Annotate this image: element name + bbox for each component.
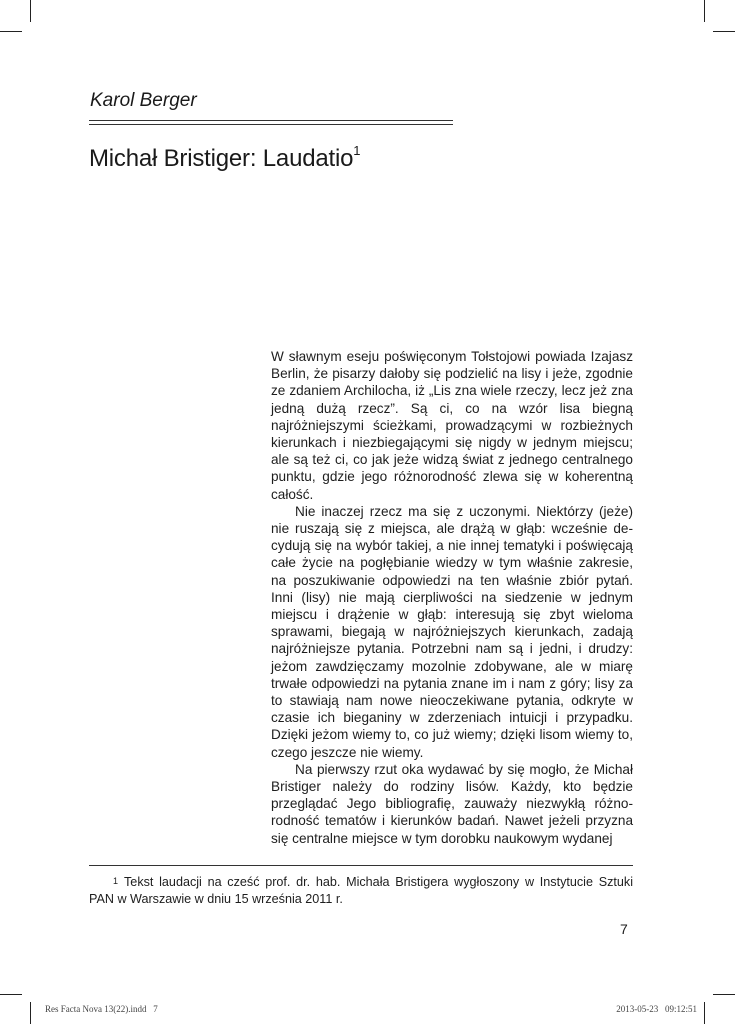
crop-mark-top-right-v — [704, 0, 705, 22]
paragraph-2: Nie inaczej rzecz ma się z uczonymi. Niektórzy (jeże) nie ruszają się z miejsca, ale drążą w głąb: wcześnie decydują się na wybór takiej, a nie innej tematyki i poświęcają całe życie na pogłębianie wiedzy w tym właśnie zakresie, na poszukiwanie odpowiedzi na ten właśnie zbiór pytań. Inni (lisy) nie mają cierpliwości na siedzenie w jednym miejscu i drążenie w głąb: interesują się zbyt wieloma sprawami, biegają w najróżniejszych kierunkach, zadają najróżniejsze pytania. Potrzebni nam są i jedni, i drudzy: jeżom zawdzięczamy mozolnie zdobywane, ale w miarę trwałe odpowiedzi na pytania znane im i nam z góry; lisy za to stawiają nam nowe nieoczekiwane pytania, odkryte w czasie ich bieganiny w zderzeniach intuicji i przypadku. Dzięki jeżom wiemy to, co już wiemy; dzięki lisom wiemy to, czego jeszcze nie wiemy. — [271, 503, 633, 760]
page-number: 7 — [620, 921, 628, 937]
footnote-text: Tekst laudacji na cześć prof. dr. hab. Michała Bristigera wygłoszony w Instytucie Sztuki PAN w Warszawie w dniu 15 września 2011 r. — [89, 875, 633, 906]
author-name: Karol Berger — [90, 90, 197, 111]
crop-mark-bottom-right-h — [713, 994, 735, 995]
footnote — [89, 874, 633, 908]
crop-mark-top-left-h — [0, 31, 22, 32]
paragraph-1: W sławnym eseju poświęconym Tołstojowi powiada Izajasz Berlin, że pisarzy dałoby się podzielić na lisy i jeże, zgodnie ze zdaniem Archilocha, iż „Lis zna wiele rzeczy, lecz jeż zna jedną dużą rzecz”. Są ci, co na wzór lisa biegną najróżniejszymi ścieżkami, prowadzącymi w rozbieżnych kierunkach i niezbiegającymi się nigdy w jednym miejscu; ale są też ci, co jak jeże widzą świat z jednego centralnego punktu, gdzie jego różnorodność zlewa się w koherentną całość. — [271, 349, 633, 502]
crop-mark-top-left-v — [30, 0, 31, 22]
paragraph-3: Na pierwszy rzut oka wydawać by się mogło, że Michał Bristiger należy do rodziny lisów. Każdy, kto będzie przeglądać Jego bibliografię, zauważy niezwykłą różnorodność tematów i kierunków badań. Nawet jeżeli przyzna się centralne miejsce w tym dorobku naukowym wydanej — [271, 761, 633, 846]
slug-file-info: Res Facta Nova 13(22).indd 7 — [45, 1004, 158, 1014]
article-title — [89, 145, 360, 173]
header-rule-bottom — [89, 124, 453, 125]
article-body — [271, 348, 633, 847]
title-footnote-mark: 1 — [353, 143, 361, 158]
crop-mark-bottom-right-v — [704, 1002, 705, 1024]
article-title-text: Michał Bristiger: Laudatio — [89, 145, 354, 172]
footnote-rule — [89, 865, 633, 866]
footnote-mark: 1 — [113, 876, 119, 886]
crop-mark-bottom-left-h — [0, 994, 22, 995]
crop-mark-top-right-h — [713, 31, 735, 32]
crop-mark-bottom-left-v — [30, 1002, 31, 1024]
slug-timestamp: 2013-05-23 09:12:51 — [616, 1004, 697, 1014]
header-rule-top — [89, 120, 453, 121]
